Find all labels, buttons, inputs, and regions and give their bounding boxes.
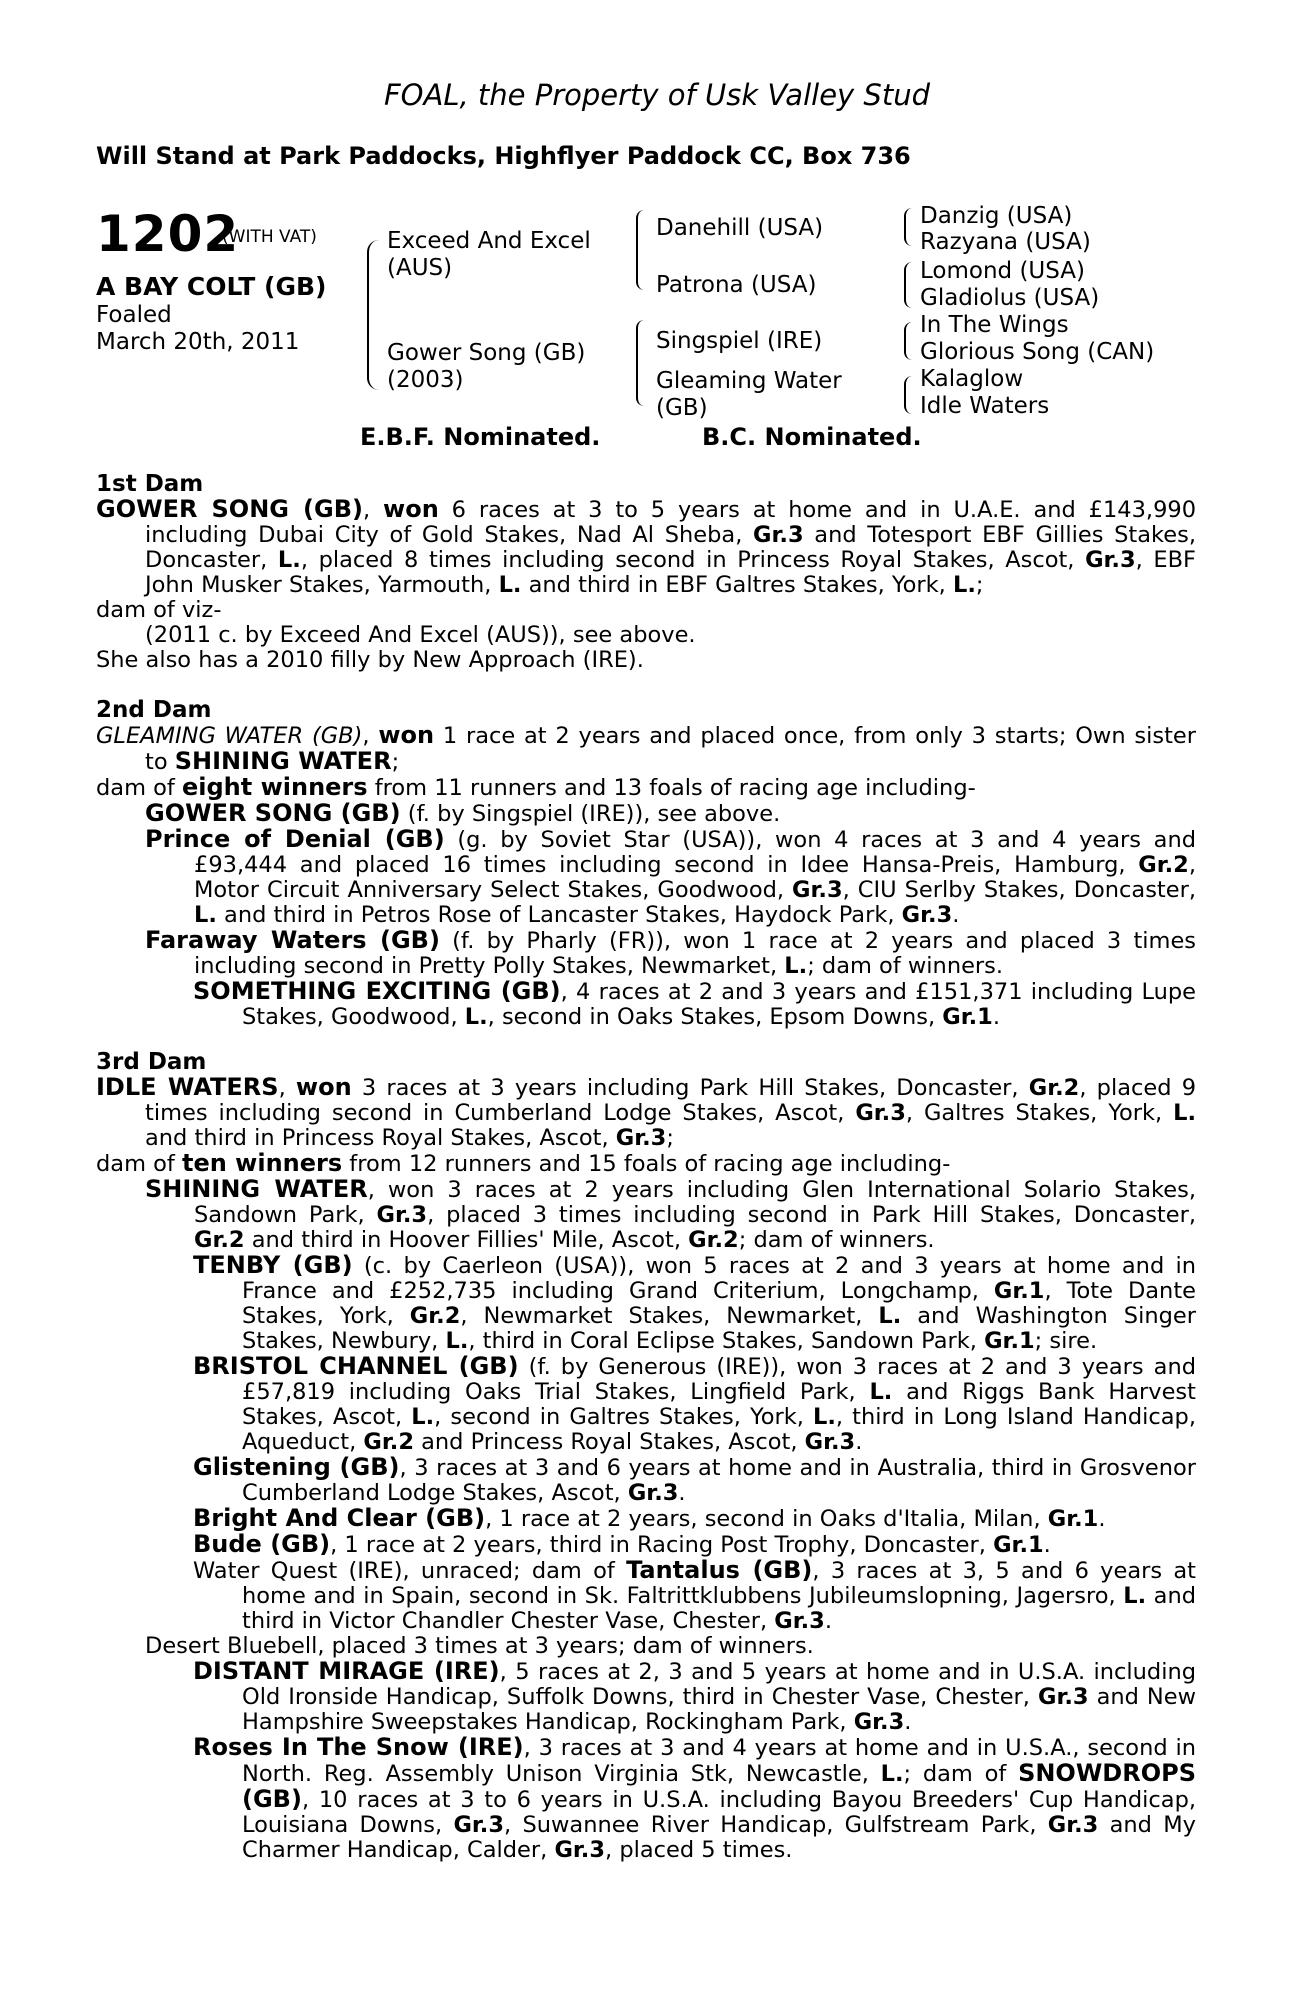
pedigree-sire: Exceed And Excel (AUS) — [387, 228, 591, 281]
progeny-glistening: Glistening (GB), 3 races at 3 and 6 years at home and in Australia, third in Grosvenor Cumberland Lodge Stakes, Ascot, Gr.3. — [193, 1453, 1196, 1506]
foaled-label: Foaled — [96, 302, 172, 328]
progeny-bude: Bude (GB), 1 race at 2 years, third in Racing Post Trophy, Doncaster, Gr.1. — [193, 1530, 1051, 1558]
pedigree-brace-dam — [636, 320, 646, 406]
pedigree-brace-g4 — [904, 376, 912, 414]
pedigree-g6: Glorious Song (CAN) — [920, 339, 1155, 365]
pedigree-brace-sire — [636, 210, 646, 290]
progeny-faraway-waters: Faraway Waters (GB) (f. by Pharly (FR)), won 1 race at 2 years and placed 3 times including second in Pretty Polly Stakes, Newmarket, L.; dam of winners. — [145, 926, 1197, 979]
pedigree-brace-main — [367, 240, 379, 390]
first-dam-record: GOWER SONG (GB), won 6 races at 3 to 5 years at home and in U.A.E. and £143,990 including Dubai City of Gold Stakes, Nad Al Sheba, Gr.3 and Totesport EBF Gillies Stakes, Doncaster, L., placed 8 times including second in Princess Royal Stakes, Ascot, Gr.3, EBF John Musker Stakes, Yarmouth, L. and third in EBF Galtres Stakes, York, L.; — [96, 495, 1197, 598]
progeny-water-quest: Water Quest (IRE), unraced; dam of Tantalus (GB), 3 races at 3, 5 and 6 years at home and in Spain, second in Sk. Faltrittklubbens Jubileumslopning, Jagersro, L. and third in Victor Chandler Chester Vase, Chester, Gr.3. — [193, 1556, 1196, 1634]
pedigree-brace-g3 — [904, 322, 912, 360]
third-dam-heading: 3rd Dam — [96, 1049, 207, 1075]
first-dam-also: She also has a 2010 filly by New Approach (IRE). — [96, 647, 644, 673]
second-dam-section — [96, 698, 1196, 1030]
lot-description: A BAY COLT (GB) — [96, 272, 327, 301]
progeny-distant-mirage: DISTANT MIRAGE (IRE), 5 races at 2, 3 and 5 years at home and in U.S.A. including Old Ironside Handicap, Suffolk Downs, third in Chester Vase, Chester, Gr.3 and New Hampshire Sweepstakes Handicap, Rockingham Park, Gr.3. — [193, 1657, 1196, 1735]
pedigree-sire-sire: Danehill (USA) — [656, 215, 824, 241]
page-title: FOAL, the Property of Usk Valley Stud — [383, 78, 930, 112]
progeny-tenby: TENBY (GB) (c. by Caerleon (USA)), won 5 races at 2 and 3 years at home and in France and £252,735 including Grand Criterium, Longchamp, Gr.1, Tote Dante Stakes, York, Gr.2, Newmarket Stakes, Newmarket, L. and Washington Singer Stakes, Newbury, L., third in Coral Eclipse Stakes, Sandown Park, Gr.1; sire. — [193, 1251, 1196, 1354]
first-dam-section — [96, 472, 1196, 673]
progeny-desert-bluebell: Desert Bluebell, placed 3 times at 3 years; dam of winners. — [145, 1633, 814, 1659]
pedigree-brace-g1 — [904, 208, 912, 246]
stand-location: Will Stand at Park Paddocks, Highflyer Paddock CC, Box 736 — [96, 142, 911, 170]
pedigree-dam-sire: Singspiel (IRE) — [656, 328, 823, 354]
progeny-something-exciting: SOMETHING EXCITING (GB), 4 races at 2 and 3 years and £151,371 including Lupe Stakes, Goodwood, L., second in Oaks Stakes, Epsom Downs, Gr.1. — [193, 977, 1197, 1030]
pedigree-g3: Lomond (USA) — [920, 258, 1085, 284]
progeny-gower-song: GOWER SONG (GB) (f. by Singspiel (IRE)), see above. — [145, 799, 781, 827]
progeny-prince-of-denial: Prince of Denial (GB) (g. by Soviet Star (USA)), won 4 races at 3 and 4 years and £93,444 and placed 16 times including second in Idee Hansa-Preis, Hamburg, Gr.2, Motor Circuit Anniversary Select Stakes, Goodwood, Gr.3, CIU Serlby Stakes, Doncaster, L. and third in Petros Rose of Lancaster Stakes, Haydock Park, Gr.3. — [145, 825, 1196, 928]
pedigree-sire-dam: Patrona (USA) — [656, 272, 817, 298]
pedigree-brace-g2 — [904, 262, 912, 308]
second-dam-dam-of: dam of eight winners from 11 runners and 13 foals of racing age including- — [96, 773, 976, 801]
progeny-roses-in-the-snow: Roses In The Snow (IRE), 3 races at 3 and 4 years at home and in U.S.A., second in North. Reg. Assembly Unison Virginia Stk, Newcastle, L.; dam of SNOWDROPS (GB), 10 races at 3 to 6 years in U.S.A. including Bayou Breeders' Cup Handicap, Louisiana Downs, Gr.3, Suwannee River Handicap, Gulfstream Park, Gr.3 and My Charmer Handicap, Calder, Gr.3, placed 5 times. — [193, 1733, 1196, 1863]
progeny-bristol-channel: BRISTOL CHANNEL (GB) (f. by Generous (IRE)), won 3 races at 2 and 3 years and £57,819 including Oaks Trial Stakes, Lingfield Park, L. and Riggs Bank Harvest Stakes, Ascot, L., second in Galtres Stakes, York, L., third in Long Island Handicap, Aqueduct, Gr.2 and Princess Royal Stakes, Ascot, Gr.3. — [193, 1352, 1196, 1455]
third-dam-section — [96, 1050, 1196, 1863]
first-dam-heading: 1st Dam — [96, 471, 204, 497]
pedigree-g7: Kalaglow — [920, 366, 1024, 392]
progeny-shining-water: SHINING WATER, won 3 races at 2 years including Glen International Solario Stakes, Sandown Park, Gr.3, placed 3 times including second in Park Hill Stakes, Doncaster, Gr.2 and third in Hoover Fillies' Mile, Ascot, Gr.2; dam of winners. — [145, 1175, 1197, 1253]
vat-note: (WITH VAT) — [222, 227, 317, 247]
pedigree-g1: Danzig (USA) — [920, 203, 1073, 229]
third-dam-dam-of: dam of ten winners from 12 runners and 15 foals of racing age including- — [96, 1149, 951, 1177]
pedigree-dam-dam: Gleaming Water (GB) — [656, 368, 842, 421]
first-dam-viz: (2011 c. by Exceed And Excel (AUS)), see above. — [145, 622, 696, 648]
pedigree-g5: In The Wings — [920, 312, 1069, 338]
foaled-date: March 20th, 2011 — [96, 329, 300, 355]
progeny-bright-and-clear: Bright And Clear (GB), 1 race at 2 years, second in Oaks d'Italia, Milan, Gr.1. — [193, 1504, 1106, 1532]
third-dam-record: IDLE WATERS, won 3 races at 3 years including Park Hill Stakes, Doncaster, Gr.2, placed 9 times including second in Cumberland Lodge Stakes, Ascot, Gr.3, Galtres Stakes, York, L. and third in Princess Royal Stakes, Ascot, Gr.3; — [96, 1073, 1197, 1151]
pedigree-dam: Gower Song (GB) (2003) — [387, 340, 586, 393]
lot-number: 1202 — [96, 205, 240, 263]
pedigree-g8: Idle Waters — [920, 393, 1050, 419]
second-dam-heading: 2nd Dam — [96, 697, 212, 723]
second-dam-record: GLEAMING WATER (GB), won 1 race at 2 years and placed once, from only 3 starts; Own sister to SHINING WATER; — [96, 721, 1196, 775]
bc-nominated: B.C. Nominated. — [702, 423, 922, 451]
first-dam-dam-of: dam of viz- — [96, 597, 222, 623]
pedigree-g2: Razyana (USA) — [920, 229, 1091, 255]
pedigree-g4: Gladiolus (USA) — [920, 285, 1100, 311]
ebf-nominated: E.B.F. Nominated. — [360, 423, 601, 451]
